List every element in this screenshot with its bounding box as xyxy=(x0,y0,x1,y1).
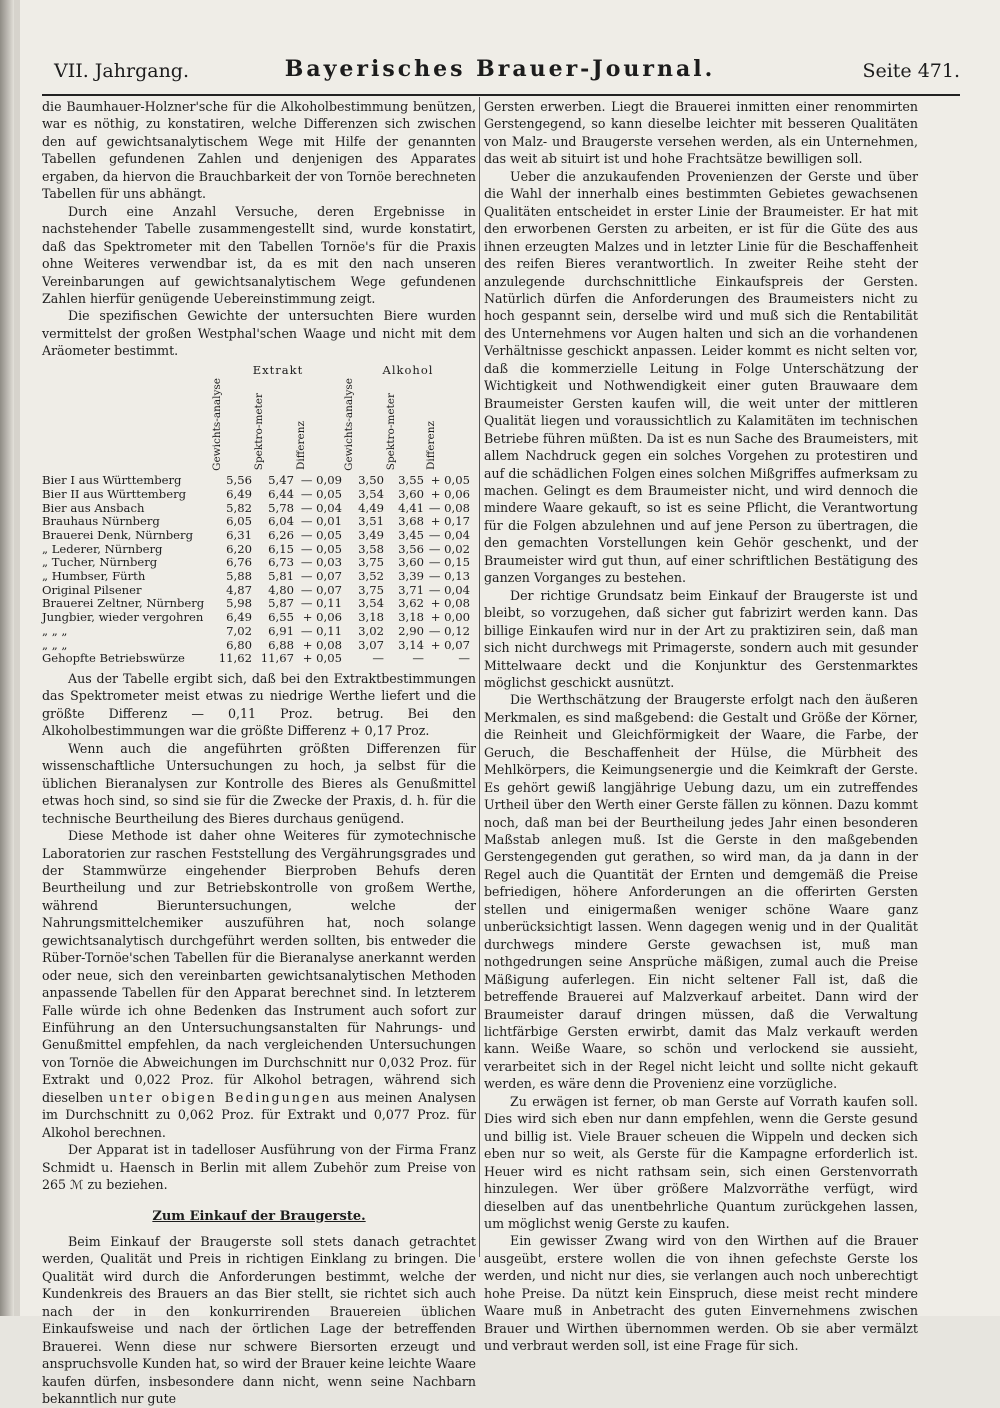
paragraph: Aus der Tabelle ergibt sich, daß bei den Extraktbestimmungen das Spektrometer meist etwas zu niedrige Werthe liefert und die größte Differenz — 0,11 Proz. betrug. Bei den Alkoholbestimmungen war die größte Differenz + 0,17 Proz. xyxy=(42,670,476,739)
table-cell: 3,71 xyxy=(398,582,424,597)
table-cell: 6,20 xyxy=(226,541,252,556)
table-cell: + 0,05 xyxy=(302,651,342,666)
table-cell: 6,88 xyxy=(268,637,294,652)
page-number: Seite 471. xyxy=(862,60,960,82)
table-header-cell: Gewichts-analyse xyxy=(211,377,223,471)
table-cell: 3,51 xyxy=(358,514,384,529)
table-cell: 3,55 xyxy=(398,473,424,488)
table-cell: — 0,07 xyxy=(300,569,342,584)
table-cell: 3,58 xyxy=(358,541,384,556)
table-row-label: Brauhaus Nürnberg xyxy=(42,514,160,529)
table-cell: 6,15 xyxy=(268,541,294,556)
table-group-extract: Extrakt xyxy=(252,362,304,377)
table-row-label: „ Lederer, Nürnberg xyxy=(42,541,163,556)
table-row-label: „ Humbser, Fürth xyxy=(42,569,146,584)
table-row-label: Bier aus Ansbach xyxy=(42,500,145,515)
table-header-cell: Spektro-meter xyxy=(253,393,265,471)
table-cell: + 0,06 xyxy=(302,610,342,625)
paragraph: Der Apparat ist in tadelloser Ausführung von der Firma Franz Schmidt u. Haensch in Berlin mit allem Zubehör zum Preise von 265 ℳ zu beziehen. xyxy=(42,1142,476,1193)
volume-label: VII. Jahrgang. xyxy=(54,60,190,82)
table-cell: + 0,05 xyxy=(430,473,470,488)
table-row-label: Jungbier, wieder vergohren xyxy=(42,610,204,625)
table-row xyxy=(42,570,472,584)
table-cell: 3,75 xyxy=(358,555,384,570)
paragraph: Durch eine Anzahl Versuche, deren Ergebnisse in nachstehender Tabelle zusammengestellt sind, wurde konstatirt, daß das Spektrometer mit den Tabellen Tornöe's für die Praxis ohne Weiteres verwendbar ist, da es mit den nach unseren Vereinbarungen auf gewichtsanalytischem Wege gefundenen Zahlen hierfür genügende Uebereinstimmung zeigt. xyxy=(42,203,476,306)
table-cell: 4,49 xyxy=(358,500,384,515)
table-cell: 3,02 xyxy=(358,623,384,638)
table-cell: 5,81 xyxy=(268,569,294,584)
table-cell: 11,62 xyxy=(218,651,252,666)
table-cell: 5,47 xyxy=(268,473,294,488)
table-cell: 6,91 xyxy=(268,623,294,638)
table-cell: 2,90 xyxy=(398,623,424,638)
table-row-label: Brauerei Zeltner, Nürnberg xyxy=(42,596,205,611)
table-cell: 5,56 xyxy=(226,473,252,488)
paragraph: Der richtige Grundsatz beim Einkauf der Braugerste ist und bleibt, so vorzugehen, daß sicher gut fabrizirt werden kann. Das billige Einkaufen wird nur in der Art zu praktiziren sein, daß man sich nicht durchwegs mit Primagerste, sondern auch mit gesunder Mittelwaare deckt und die Konjunktur des Gerstenmarktes möglichst geschickt ausnützt. xyxy=(484,587,918,690)
table-row xyxy=(42,597,472,611)
table-cell: 3,18 xyxy=(358,610,384,625)
table-cell: 6,76 xyxy=(226,555,252,570)
table-cell: — 0,12 xyxy=(428,623,470,638)
page-binding-edge xyxy=(0,0,14,1316)
table-cell: 3,62 xyxy=(398,596,424,611)
table-row xyxy=(42,639,472,653)
table-cell: 6,31 xyxy=(226,527,252,542)
table-cell: 11,67 xyxy=(260,651,294,666)
table-cell: 6,55 xyxy=(268,610,294,625)
table-header-cell: Gewichts-analyse xyxy=(343,377,355,471)
table-row xyxy=(42,625,472,639)
table-row-label: Bier II aus Württemberg xyxy=(42,486,187,501)
table-cell: — xyxy=(458,651,470,666)
table-cell: 6,26 xyxy=(268,527,294,542)
table-group-alcohol: Alkohol xyxy=(382,362,434,377)
table-cell: — 0,08 xyxy=(428,500,470,515)
table-cell: — 0,04 xyxy=(428,527,470,542)
table-cell: 5,82 xyxy=(226,500,252,515)
measurement-table xyxy=(42,364,472,666)
table-cell: — 0,05 xyxy=(300,541,342,556)
table-cell: — 0,03 xyxy=(300,555,342,570)
table-cell: 3,18 xyxy=(398,610,424,625)
paragraph: Diese Methode ist daher ohne Weiteres für zymotechnische Laboratorien zur raschen Feststellung des Vergährungsgrades und der Stammwürze eingehender Bierproben Behufs deren Beurtheilung und zur Betriebskontrolle von großem Werthe, während Bieruntersuchungen, welche der Nahrungsmittelchemiker auszuführen hat, noch solange gewichtsanalytisch durchgeführt werden sollten, bis entweder die Rüber-Tornöe'schen Tabellen für die Bieranalyse anerkannt werden oder neue, sich den vereinbarten gewichtsanalytischen Methoden anpassende Tabellen für den Apparat berechnet sind. In letzterem Falle würde ich ohne Bedenken das Instrument auch sofort zur Einführung an den Untersuchungsanstalten für Nahrungs- und Genußmittel empfehlen, da nach vergleichenden Untersuchungen von Tornöe die Abweichungen im Durchschnitt nur 0,032 Proz. für Extrakt und 0,022 Proz. für Alkohol betragen, während sich dieselben unter obigen Bedingungen aus meinen Analysen im Durchschnitt zu 0,062 Proz. für Extrakt und 0,077 Proz. für Alkohol berechnen. xyxy=(42,828,476,1140)
table-cell: — xyxy=(372,651,384,666)
table-cell: — 0,04 xyxy=(428,582,470,597)
page-binding-shadow xyxy=(14,0,20,1316)
table-row-label: Bier I aus Württemberg xyxy=(42,473,182,488)
table-cell: — 0,04 xyxy=(300,500,342,515)
paragraph: Ueber die anzukaufenden Provenienzen der Gerste und über die Wahl der innerhalb eines bestimmten Gebietes gewachsenen Qualitäten entscheidet in erster Linie der Braumeister. Er hat mit den erworbenen Gersten zu arbeiten, er ist für die Güte des aus ihnen erzeugten Malzes und in letzter Linie für die Beschaffenheit des reifen Bieres verantwortlich. In zweiter Reihe steht der anzulegende durchschnittliche Einkaufspreis der Gersten. Natürlich dürfen die Anforderungen des Braumeisters nicht zu hoch gespannt sein, derselbe wird und muß sich die Rentabilität des Unternehmens vor Augen halten und sich an die vorhandenen Verhältnisse geschickt anpassen. Leider kommt es nicht selten vor, daß die kommerzielle Leitung in Folge Unterschätzung der Wichtigkeit und Nothwendigkeit einer guten Brauwaare dem Braumeister Gersten kaufen will, die weit unter der mittleren Qualität liegen und voraussichtlich zu Kalamitäten im technischen Betriebe führen müßten. Da ist es nun Sache des Braumeisters, mit allem Nachdruck gegen ein solches Vorgehen zu protestiren und auf die schädlichen Folgen eines solchen Mißgriffes aufmerksam zu machen. Gelingt es dem Braumeister nicht, und wird dennoch die mindere Waare gekauft, so ist es seine Pflicht, die Verantwortung für die Folgen abzulehnen und auf jene Person zu übertragen, die den gemachten Vorstellungen kein Gehör geschenkt, und der Braumeister wird gut thun, auf einer schriftlichen Bestätigung des ganzen Vorganges zu bestehen. xyxy=(484,168,918,586)
table-cell: 6,49 xyxy=(226,486,252,501)
table-cell: + 0,08 xyxy=(302,637,342,652)
table-cell: 7,02 xyxy=(226,623,252,638)
table-cell: — 0,02 xyxy=(428,541,470,556)
table-cell: 3,60 xyxy=(398,486,424,501)
table-cell: — 0,11 xyxy=(300,596,342,611)
table-header-cell: Differenz xyxy=(425,421,437,471)
table-header-cell: Spektro-meter xyxy=(385,393,397,471)
table-cell: 6,05 xyxy=(226,514,252,529)
table-cell: — 0,15 xyxy=(428,555,470,570)
paragraph: Gersten erwerben. Liegt die Brauerei inmitten einer renommirten Gerstengegend, so kann dieselbe leichter mit besseren Qualitäten von Malz- und Braugerste versehen werden, als ein Unternehmen, das weit ab situirt ist und hohe Frachtsätze bewilligen soll. xyxy=(484,99,918,167)
table-row xyxy=(42,515,472,529)
table-row-label: „ „ „ xyxy=(42,637,68,652)
table-body xyxy=(42,474,472,666)
table-cell: + 0,17 xyxy=(430,514,470,529)
table-cell: + 0,00 xyxy=(430,610,470,625)
spaced-emphasis: unter obigen Bedingungen xyxy=(108,1089,332,1105)
table-cell: 3,68 xyxy=(398,514,424,529)
column-divider xyxy=(479,97,480,1257)
paragraph: Die spezifischen Gewichte der untersuchten Biere wurden vermittelst der großen Westphal'schen Waage und nicht mit dem Aräometer bestimmt. xyxy=(42,308,476,359)
table-cell: 3,07 xyxy=(358,637,384,652)
table-row-label: Gehopfte Betriebswürze xyxy=(42,651,185,666)
paragraph: Zu erwägen ist ferner, ob man Gerste auf Vorrath kaufen soll. Dies wird sich eben nur dann empfehlen, wenn die Gerste gesund und billig ist. Viele Brauer scheuen die Wippeln und decken sich eben nur so weit, als Gerste für die Kampagne erforderlich ist. Heuer wird es nicht rathsam sein, sich einen Gerstenvorrath hinzulegen. Wer über größere Malzvorräthe verfügt, wird dieselben auf das unentbehrliche Quantum zurückgehen lassen, um möglichst wenig Gerste zu kaufen. xyxy=(484,1093,918,1231)
table-cell: 3,45 xyxy=(398,527,424,542)
table-row xyxy=(42,584,472,598)
table-row-label: Original Pilsener xyxy=(42,582,142,597)
table-header-cell: Differenz xyxy=(295,421,307,471)
paragraph: Wenn auch die angeführten größten Differenzen für wissenschaftliche Untersuchungen zu hoch, ja selbst für die üblichen Bieranalysen zur Kontrolle des Bieres als Genußmittel etwas hoch sind, so sind sie für die Zwecke der Praxis, d. h. für die technische Beurtheilung des Bieres durchaus genügend. xyxy=(42,740,476,826)
table-cell: 3,49 xyxy=(358,527,384,542)
table-cell: — 0,05 xyxy=(300,527,342,542)
table-cell: 6,73 xyxy=(268,555,294,570)
table-row xyxy=(42,488,472,502)
table-cell: 6,44 xyxy=(268,486,294,501)
table-cell: 6,49 xyxy=(226,610,252,625)
table-cell: + 0,06 xyxy=(430,486,470,501)
table-cell: 3,14 xyxy=(398,637,424,652)
paragraph: Die Werthschätzung der Braugerste erfolgt nach den äußeren Merkmalen, es sind maßgebend: die Gestalt und Größe der Körner, die Reinheit und Gleichförmigkeit der Waare, die Farbe, der Geruch, die Beschaffenheit der Hülse, die Mürbheit des Mehlkörpers, die Keimungsenergie und die Keimkraft der Gerste. Es gehört gewiß langjährige Uebung dazu, um ein zutreffendes Urtheil über den Werth einer Gerste fällen zu können. Dazu kommt noch, daß man bei der Beurtheilung jedes Jahr einen besonderen Maßstab anlegen muß. Ist die Gerste in den maßgebenden Gerstengegenden gut gerathen, so wird man, da ja dann in der Regel auch die Quantität der Ernten und demgemäß die Preise befriedigen, höhere Anforderungen an die offerirten Gersten stellen und einigermaßen weniger schöne Waare ganz unberücksichtigt lassen. Wenn dagegen wenig und in der Qualität durchwegs mindere Gerste gewachsen ist, muß man nothgedrungen seine Ansprüche mäßigen, zumal auch die Preise Mäßigung auferlegen. Ein nicht seltener Fall ist, daß die betreffende Brauerei auf Malzverkauf arbeitet. Dann wird der Braumeister darauf dringen müssen, daß die Verwaltung lichtfärbige Gersten erwirbt, damit das Malz verkauft werden kann. Weiße Waare, so schön und verlockend sie aussieht, verarbeitet sich in der Regel nicht leicht und sollte nicht gekauft werden, es wäre denn die Provenienz eine vorzügliche. xyxy=(484,692,918,1092)
table-row xyxy=(42,474,472,488)
table-cell: 3,56 xyxy=(398,541,424,556)
table-row-label: Brauerei Denk, Nürnberg xyxy=(42,527,193,542)
table-cell: 3,60 xyxy=(398,555,424,570)
table-cell: — 0,11 xyxy=(300,623,342,638)
section-heading: Zum Einkauf der Braugerste. xyxy=(152,1208,366,1224)
table-cell: 4,87 xyxy=(226,582,252,597)
table-cell: 6,04 xyxy=(268,514,294,529)
table-cell: 3,50 xyxy=(358,473,384,488)
table-cell: + 0,07 xyxy=(430,637,470,652)
header-rule xyxy=(42,94,960,96)
table-cell: — xyxy=(412,651,424,666)
table-cell: 3,39 xyxy=(398,569,424,584)
table-row xyxy=(42,543,472,557)
table-row xyxy=(42,502,472,516)
table-row xyxy=(42,611,472,625)
table-cell: 3,54 xyxy=(358,596,384,611)
paragraph: Ein gewisser Zwang wird von den Wirthen auf die Brauer ausgeübt, erstere wollen die von ihnen gefechste Gerste los werden, und nicht nur dies, sie verlangen auch noch unberechtigt hohe Preise. Da nützt kein Einspruch, diese meist recht mindere Waare muß in Anbetracht des guten Einvernehmens zwischen Brauer und Wirthen übernommen werden. Ob sie aber vermälzt und verbraut werden soll, ist eine Frage für sich. xyxy=(484,1233,918,1354)
table-cell: 5,88 xyxy=(226,569,252,584)
right-column xyxy=(484,98,918,1355)
table-cell: 5,98 xyxy=(226,596,252,611)
paragraph: Beim Einkauf der Braugerste soll stets danach getrachtet werden, Qualität und Preis in richtigen Einklang zu bringen. Die Qualität wird durch die Anforderungen bestimmt, welche der Kundenkreis des Brauers an das Bier stellt, sie richtet sich auch nach der in den konkurrirenden Brauereien üblichen Einkaufsweise und nach der örtlichen Lage der betreffenden Brauerei. Wenn diese nur schwere Biersorten erzeugt und anspruchsvolle Kunden hat, so wird der Brauer keine leichte Waare kaufen dürfen, insbesondere dann nicht, wenn seine Nachbarn bekanntlich nur gute xyxy=(42,1234,476,1407)
table-cell: — 0,07 xyxy=(300,582,342,597)
left-column xyxy=(42,98,476,1408)
page-header xyxy=(40,56,960,90)
table-cell: 4,80 xyxy=(268,582,294,597)
table-cell: — 0,01 xyxy=(300,514,342,529)
table-cell: 5,87 xyxy=(268,596,294,611)
table-cell: + 0,08 xyxy=(430,596,470,611)
table-row-label: „ Tucher, Nürnberg xyxy=(42,555,158,570)
table-cell: 3,54 xyxy=(358,486,384,501)
table-cell: 6,80 xyxy=(226,637,252,652)
table-row xyxy=(42,556,472,570)
paragraph: die Baumhauer-Holzner'sche für die Alkoholbestimmung benützen, war es nöthig, zu konstatiren, welche Differenzen sich zwischen den auf gewichtsanalytischem Wege mit Hilfe der genannten Tabellen gefundenen Zahlen und denjenigen des Apparates ergaben, da hiervon die Brauchbarkeit der von Tornöe berechneten Tabellen für uns abhängt. xyxy=(42,99,476,202)
table-cell: 5,78 xyxy=(268,500,294,515)
table-row-label: „ „ „ xyxy=(42,623,68,638)
journal-title: Bayerisches Brauer-Journal. xyxy=(284,56,716,82)
table-cell: — 0,09 xyxy=(300,473,342,488)
table-cell: 3,75 xyxy=(358,582,384,597)
table-cell: — 0,13 xyxy=(428,569,470,584)
table-row xyxy=(42,652,472,666)
table-cell: 3,52 xyxy=(358,569,384,584)
table-cell: — 0,05 xyxy=(300,486,342,501)
table-row xyxy=(42,529,472,543)
table-cell: 4,41 xyxy=(398,500,424,515)
